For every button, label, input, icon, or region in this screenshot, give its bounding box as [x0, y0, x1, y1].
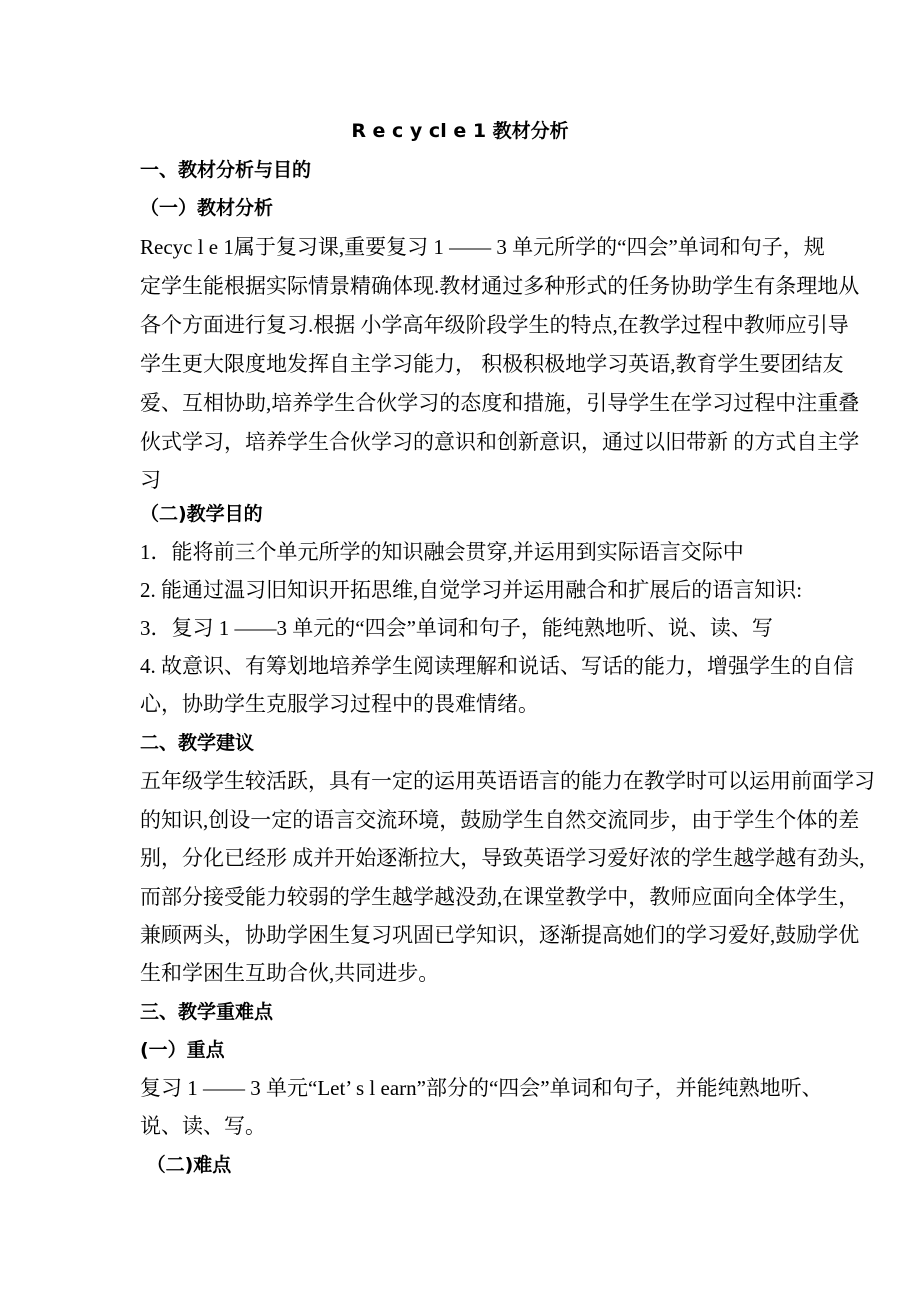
section-heading: 二、教学建议 — [140, 732, 255, 754]
paragraph-line: 生和学困生互助合伙,共同进步。 — [140, 961, 440, 985]
paragraph-line: 定学生能根据实际情景精确体现.教材通过多种形式的任务协助学生有条理地从 — [140, 274, 860, 298]
paragraph-line: 而部分接受能力较弱的学生越学越没劲,在课堂教学中，教师应面向全体学生， — [140, 885, 860, 909]
paragraph-line: 别，分化已经形 成并开始逐渐拉大，导致英语学习爱好浓的学生越学越有劲头, — [140, 846, 865, 870]
paragraph-line: 兼顾两头，协助学困生复习巩固已学知识，逐渐提高她们的学习爱好,鼓励学优 — [140, 923, 860, 947]
list-item: 1．能将前三个单元所学的知识融会贯穿,并运用到实际语言交际中 — [140, 540, 744, 564]
subsection-heading: （二)教学目的 — [140, 503, 263, 525]
section-heading: 三、教学重难点 — [140, 1001, 274, 1023]
paragraph-line: 五年级学生较活跃，具有一定的运用英语语言的能力在教学时可以运用前面学习 — [140, 769, 875, 793]
paragraph-line: 的知识,创设一定的语言交流环境，鼓励学生自然交流同步，由于学生个体的差 — [140, 808, 860, 832]
subsection-heading: (一）重点 — [140, 1039, 225, 1061]
list-item: 心，协助学生克服学习过程中的畏难情绪。 — [140, 692, 539, 716]
paragraph-line: 说、读、写。 — [140, 1114, 266, 1138]
paragraph-line: 复习 1 —— 3 单元“Let’ s l earn”部分的“四会”单词和句子，并能纯熟地听、 — [140, 1076, 823, 1100]
paragraph-line: Recyc l e 1属于复习课,重要复习 1 —— 3 单元所学的“四会”单词和句子，规 — [140, 235, 825, 259]
paragraph-line: 各个方面进行复习.根据 小学高年级阶段学生的特点,在教学过程中教师应引导 — [140, 313, 849, 337]
list-item: 4. 故意识、有筹划地培养学生阅读理解和说话、写话的能力，增强学生的自信 — [140, 654, 854, 678]
list-item: 3．复习 1 ——3 单元的“四会”单词和句子，能纯熟地听、说、读、写 — [140, 616, 773, 640]
document-title: R e c y cl e 1 教材分析 — [351, 120, 569, 142]
list-item: 2. 能通过温习旧知识开拓思维,自觉学习并运用融合和扩展后的语言知识: — [140, 578, 803, 602]
subsection-heading: （二)难点 — [140, 1154, 232, 1176]
paragraph-line: 伙式学习，培养学生合伙学习的意识和创新意识，通过以旧带新 的方式自主学 — [140, 430, 860, 454]
paragraph-line: 习 — [140, 468, 161, 492]
subsection-heading: （一）教材分析 — [140, 197, 274, 219]
section-heading: 一、教材分析与目的 — [140, 159, 312, 181]
paragraph-line: 爱、互相协助,培养学生合伙学习的态度和措施，引导学生在学习过程中注重叠 — [140, 391, 860, 415]
paragraph-line: 学生更大限度地发挥自主学习能力， 积极积极地学习英语,教育学生要团结友 — [140, 352, 844, 376]
